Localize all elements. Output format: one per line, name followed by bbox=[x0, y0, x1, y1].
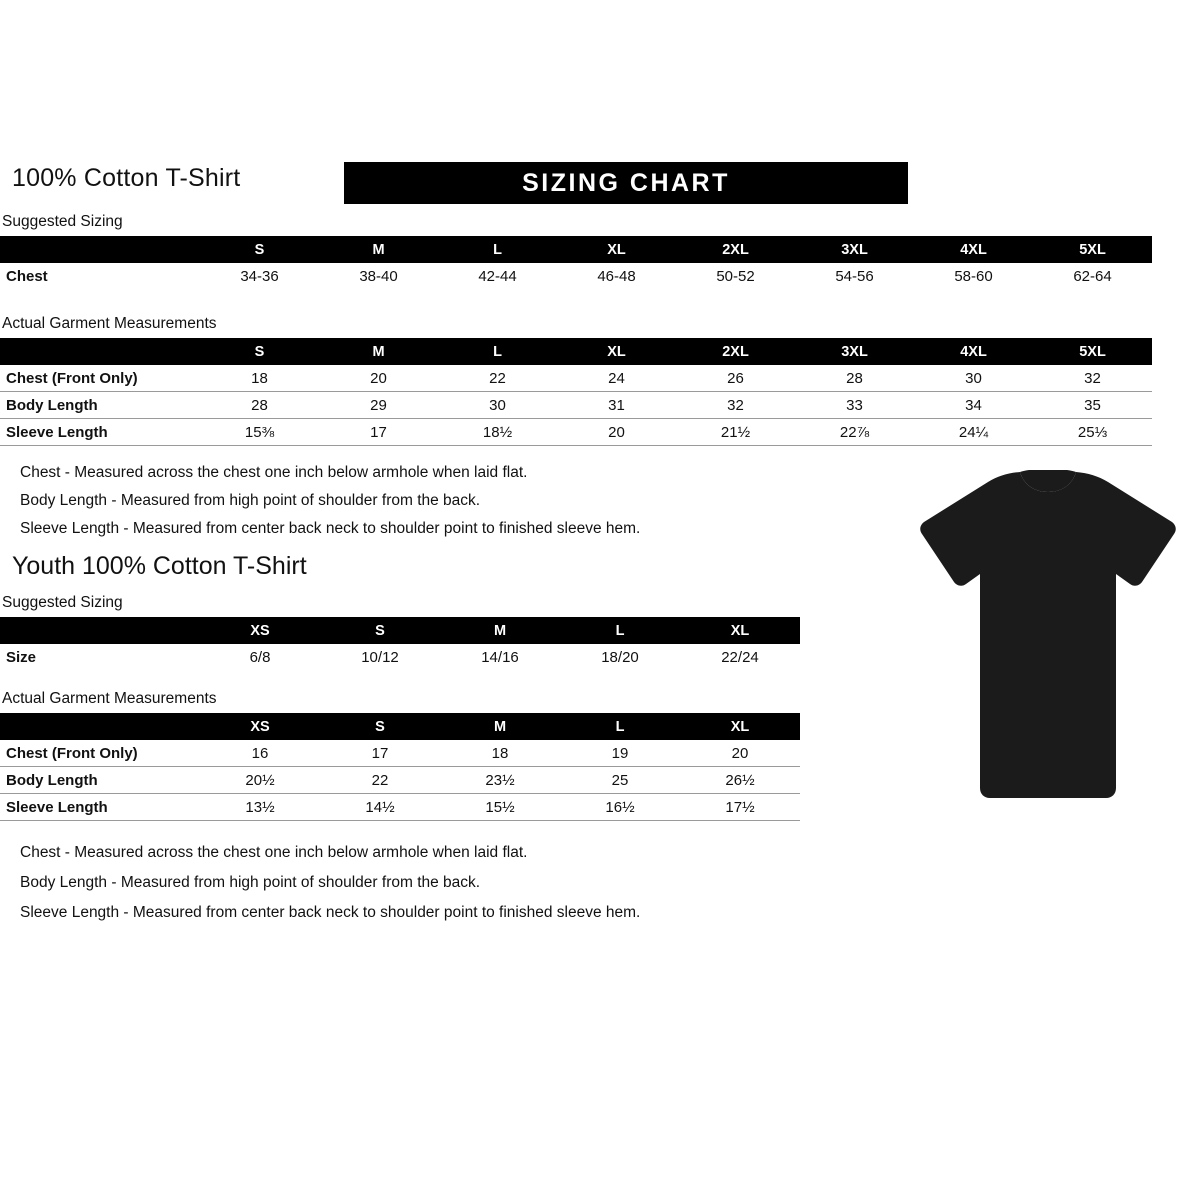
cell: 14/16 bbox=[481, 648, 519, 666]
cell: 18/20 bbox=[601, 648, 639, 666]
adult-note-body-length: Body Length - Measured from high point of shoulder from the back. bbox=[20, 492, 481, 509]
cell: 20½ bbox=[245, 771, 275, 789]
cell: 20 bbox=[731, 744, 749, 762]
youth-note-body-length: Body Length - Measured from high point of shoulder from the back. bbox=[20, 874, 481, 891]
column-header: XL bbox=[557, 236, 676, 263]
cell: 22⅞ bbox=[839, 423, 870, 441]
row-label: Chest (Front Only) bbox=[6, 744, 138, 762]
cell: 35 bbox=[1084, 396, 1101, 414]
sizing-chart-banner-label: SIZING CHART bbox=[522, 169, 730, 197]
youth-section-title: Youth 100% Cotton T-Shirt bbox=[12, 552, 307, 580]
cell: 38-40 bbox=[359, 267, 398, 285]
table-header-row bbox=[0, 236, 1152, 263]
table-row bbox=[0, 794, 800, 821]
cell: 31 bbox=[608, 396, 625, 414]
adult-garment-caption: Actual Garment Measurements bbox=[2, 315, 217, 332]
table-header-row bbox=[0, 338, 1152, 365]
column-header: 5XL bbox=[1033, 338, 1152, 365]
cell: 6/8 bbox=[249, 648, 271, 666]
column-header: S bbox=[320, 713, 440, 740]
cell: 58-60 bbox=[954, 267, 993, 285]
column-header: L bbox=[560, 617, 680, 644]
column-header: M bbox=[319, 338, 438, 365]
column-header: S bbox=[200, 338, 319, 365]
row-label: Sleeve Length bbox=[6, 798, 108, 816]
cell: 18 bbox=[251, 369, 268, 387]
cell: 13½ bbox=[245, 798, 275, 816]
table-row bbox=[0, 767, 800, 794]
column-header: 4XL bbox=[914, 338, 1033, 365]
cell: 26 bbox=[727, 369, 744, 387]
cell: 15½ bbox=[485, 798, 515, 816]
row-label: Size bbox=[6, 648, 37, 666]
column-header: S bbox=[320, 617, 440, 644]
cell: 34-36 bbox=[240, 267, 279, 285]
cell: 20 bbox=[608, 423, 625, 441]
youth-suggested-sizing-table bbox=[0, 617, 800, 670]
cell: 32 bbox=[1084, 369, 1101, 387]
column-header: M bbox=[440, 617, 560, 644]
column-header: XS bbox=[200, 713, 320, 740]
row-label: Chest (Front Only) bbox=[6, 369, 138, 387]
cell: 23½ bbox=[485, 771, 515, 789]
cell: 46-48 bbox=[597, 267, 636, 285]
column-header: S bbox=[200, 236, 319, 263]
cell: 10/12 bbox=[361, 648, 399, 666]
column-header: 5XL bbox=[1033, 236, 1152, 263]
column-header bbox=[0, 617, 200, 644]
cell: 54-56 bbox=[835, 267, 874, 285]
cell: 16 bbox=[251, 744, 269, 762]
column-header: M bbox=[440, 713, 560, 740]
cell: 20 bbox=[370, 369, 387, 387]
column-header: L bbox=[560, 713, 680, 740]
cell: 16½ bbox=[605, 798, 635, 816]
column-header: L bbox=[438, 236, 557, 263]
cell: 18½ bbox=[482, 423, 513, 441]
page-title: 100% Cotton T-Shirt bbox=[12, 164, 241, 192]
column-header: XS bbox=[200, 617, 320, 644]
cell: 17 bbox=[370, 423, 387, 441]
column-header: 2XL bbox=[676, 236, 795, 263]
cell: 24¼ bbox=[958, 423, 989, 441]
table-row bbox=[0, 740, 800, 767]
cell: 21½ bbox=[720, 423, 751, 441]
adult-note-chest: Chest - Measured across the chest one inch below armhole when laid flat. bbox=[20, 464, 528, 481]
column-header: XL bbox=[680, 617, 800, 644]
t-shirt-illustration bbox=[880, 470, 1180, 820]
column-header: 3XL bbox=[795, 338, 914, 365]
cell: 42-44 bbox=[478, 267, 517, 285]
row-label: Body Length bbox=[6, 396, 98, 414]
table-row bbox=[0, 263, 1152, 289]
table-header-row bbox=[0, 713, 800, 740]
column-header: 4XL bbox=[914, 236, 1033, 263]
youth-note-chest: Chest - Measured across the chest one inch below armhole when laid flat. bbox=[20, 844, 528, 861]
adult-note-sleeve-length: Sleeve Length - Measured from center back neck to shoulder point to finished sleeve hem. bbox=[20, 520, 641, 537]
row-label: Sleeve Length bbox=[6, 423, 108, 441]
table-row bbox=[0, 365, 1152, 392]
table-header-row bbox=[0, 617, 800, 644]
cell: 25 bbox=[611, 771, 629, 789]
youth-suggested-caption: Suggested Sizing bbox=[2, 594, 123, 611]
column-header bbox=[0, 338, 200, 365]
table-row bbox=[0, 644, 800, 670]
table-row bbox=[0, 419, 1152, 446]
cell: 30 bbox=[965, 369, 982, 387]
column-header bbox=[0, 713, 200, 740]
cell: 15⅜ bbox=[244, 423, 275, 441]
column-header bbox=[0, 236, 200, 263]
cell: 22 bbox=[489, 369, 506, 387]
table-row bbox=[0, 392, 1152, 419]
cell: 14½ bbox=[365, 798, 395, 816]
cell: 34 bbox=[965, 396, 982, 414]
adult-suggested-sizing-table bbox=[0, 236, 1152, 289]
youth-garment-caption: Actual Garment Measurements bbox=[2, 690, 217, 707]
cell: 18 bbox=[491, 744, 509, 762]
cell: 26½ bbox=[725, 771, 755, 789]
cell: 22/24 bbox=[721, 648, 759, 666]
cell: 17½ bbox=[725, 798, 755, 816]
column-header: 2XL bbox=[676, 338, 795, 365]
cell: 50-52 bbox=[716, 267, 755, 285]
cell: 62-64 bbox=[1073, 267, 1112, 285]
cell: 30 bbox=[489, 396, 506, 414]
row-label: Body Length bbox=[6, 771, 98, 789]
column-header: XL bbox=[680, 713, 800, 740]
cell: 33 bbox=[846, 396, 863, 414]
cell: 32 bbox=[727, 396, 744, 414]
cell: 29 bbox=[370, 396, 387, 414]
cell: 28 bbox=[251, 396, 268, 414]
column-header: M bbox=[319, 236, 438, 263]
cell: 22 bbox=[371, 771, 389, 789]
cell: 28 bbox=[846, 369, 863, 387]
youth-garment-measurements-table bbox=[0, 713, 800, 821]
cell: 19 bbox=[611, 744, 629, 762]
adult-garment-measurements-table bbox=[0, 338, 1152, 446]
row-label: Chest bbox=[6, 267, 48, 285]
column-header: L bbox=[438, 338, 557, 365]
adult-suggested-caption: Suggested Sizing bbox=[2, 213, 123, 230]
cell: 25⅓ bbox=[1077, 423, 1108, 441]
cell: 17 bbox=[371, 744, 389, 762]
sizing-chart-banner bbox=[344, 162, 908, 204]
header bbox=[12, 162, 908, 204]
cell: 24 bbox=[608, 369, 625, 387]
column-header: 3XL bbox=[795, 236, 914, 263]
column-header: XL bbox=[557, 338, 676, 365]
youth-note-sleeve-length: Sleeve Length - Measured from center back neck to shoulder point to finished sleeve hem. bbox=[20, 904, 641, 921]
